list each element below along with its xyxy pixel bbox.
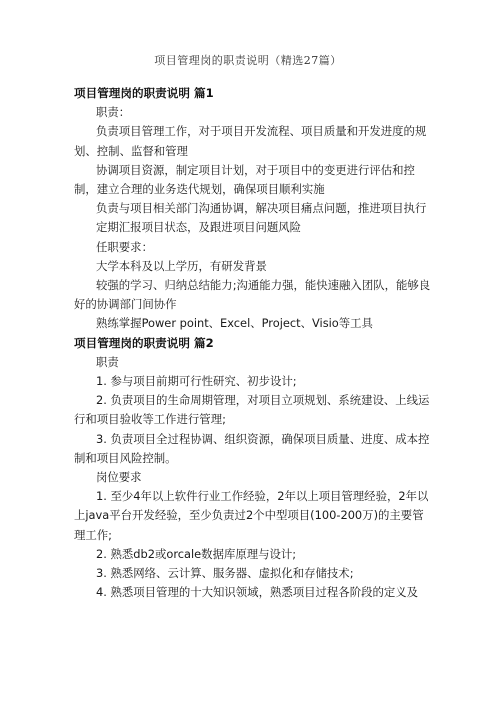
paragraph: 协调项目资源，制定项目计划，对于项目中的变更进行评估和控制，建立合理的业务迭代规划，确保项目顺利实施 bbox=[74, 162, 415, 197]
paragraph: 岗位要求 bbox=[96, 470, 142, 485]
paragraph: 3. 熟悉网络、云计算、服务器、虚拟化和存储技术; bbox=[96, 566, 354, 581]
paragraph: 职责 bbox=[96, 354, 119, 369]
paragraph: 1. 参与项目前期可行性研究、初步设计; bbox=[96, 374, 297, 389]
document-title: 项目管理岗的职责说明（精选27篇） bbox=[154, 54, 342, 67]
paragraph: 3. 负责项目全过程协调、组织资源，确保项目质量、进度、成本控制和项目风险控制。 bbox=[74, 431, 430, 465]
paragraph: 大学本科及以上学历，有研发背景 bbox=[96, 258, 267, 273]
paragraph: 2. 熟悉db2或orcale数据库原理与设计; bbox=[96, 546, 297, 561]
paragraph: 职责： bbox=[96, 105, 131, 120]
paragraph: 负责与项目相关部门沟通协调，解决项目痛点问题，推进项目执行 bbox=[96, 201, 427, 216]
paragraph: 熟练掌握Power point、Excel、Project、Visio等工具 bbox=[96, 316, 373, 331]
paragraph: 1. 至少4年以上软件行业工作经验，2年以上项目管理经验，2年以上java平台开发经验，至少负责过2个中型项目(100-200万)的主要管理工作; bbox=[74, 489, 429, 542]
paragraph: 负责项目管理工作，对于项目开发流程、项目质量和开发进度的规划、控制、监督和管理 bbox=[74, 124, 427, 158]
section-heading-1: 项目管理岗的职责说明 篇1 bbox=[74, 86, 214, 100]
paragraph: 任职要求： bbox=[96, 239, 153, 254]
paragraph: 2. 负责项目的生命周期管理，对项目立项规划、系统建设、上线运行和项目验收等工作进行管理; bbox=[74, 393, 430, 427]
paragraph: 较强的学习、归纳总结能力;沟通能力强，能快速融入团队，能够良好的协调部门间协作 bbox=[74, 278, 431, 312]
document-body bbox=[74, 84, 432, 602]
paragraph: 定期汇报项目状态，及跟进项目问题风险 bbox=[96, 220, 302, 235]
section-heading-2: 项目管理岗的职责说明 篇2 bbox=[74, 335, 214, 350]
paragraph: 4. 熟悉项目管理的十大知识领域，熟悉项目过程各阶段的定义及 bbox=[96, 585, 419, 600]
